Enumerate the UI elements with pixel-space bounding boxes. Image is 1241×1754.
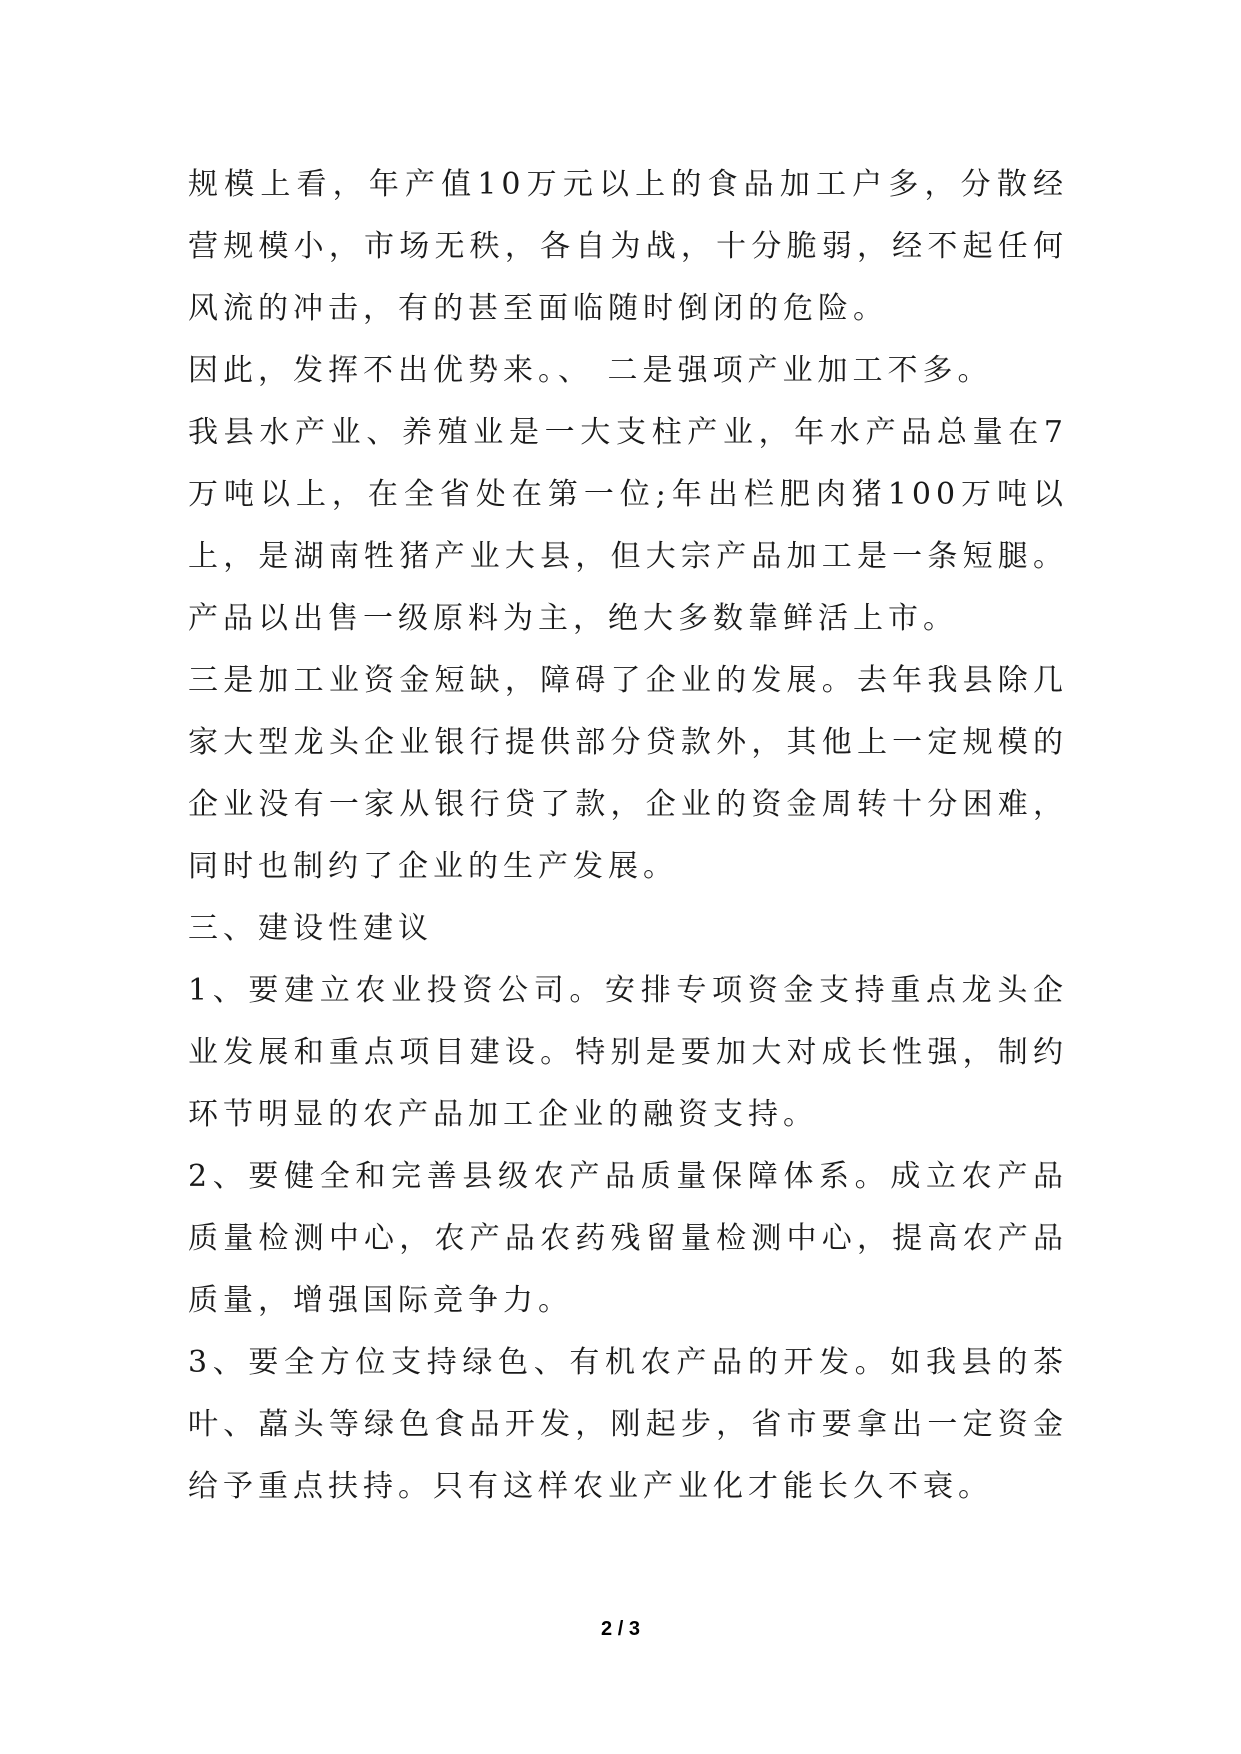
paragraph-3: 我县水产业、养殖业是一大支柱产业，年水产品总量在7万吨以上，在全省处在第一位;年出栏肥肉猪100万吨以上，是湖南牲猪产业大县，但大宗产品加工是一条短腿。产品以出售一级原料为主，绝大多数靠鲜活上市。 (188, 415, 1068, 636)
page-number: 2 / 3 (601, 1618, 640, 1640)
paragraph-suggestion-2: 2、要健全和完善县级农产品质量保障体系。成立农产品质量检测中心，农产品农药残留量检测中心，提高农产品质量，增强国际竞争力。 (188, 1159, 1068, 1318)
paragraph-1: 规模上看，年产值10万元以上的食品加工户多，分散经营规模小，市场无秩，各自为战，十分脆弱，经不起任何风流的冲击，有的甚至面临随时倒闭的危险。 (188, 167, 1068, 326)
paragraph-suggestion-3: 3、要全方位支持绿色、有机农产品的开发。如我县的茶叶、藠头等绿色食品开发，刚起步，省市要拿出一定资金给予重点扶持。只有这样农业产业化才能长久不衰。 (188, 1345, 1068, 1504)
document-body (188, 154, 1068, 1518)
paragraph-2: 因此，发挥不出优势来。、 二是强项产业加工不多。 (188, 353, 993, 388)
paragraph-4: 三是加工业资金短缺，障碍了企业的发展。去年我县除几家大型龙头企业银行提供部分贷款外，其他上一定规模的企业没有一家从银行贷了款，企业的资金周转十分困难，同时也制约了企业的生产发展。 (188, 663, 1068, 884)
section-heading: 三、建设性建议 (188, 911, 433, 946)
paragraph-suggestion-1: 1、要建立农业投资公司。安排专项资金支持重点龙头企业发展和重点项目建设。特别是要加大对成长性强，制约环节明显的农产品加工企业的融资支持。 (188, 973, 1068, 1132)
